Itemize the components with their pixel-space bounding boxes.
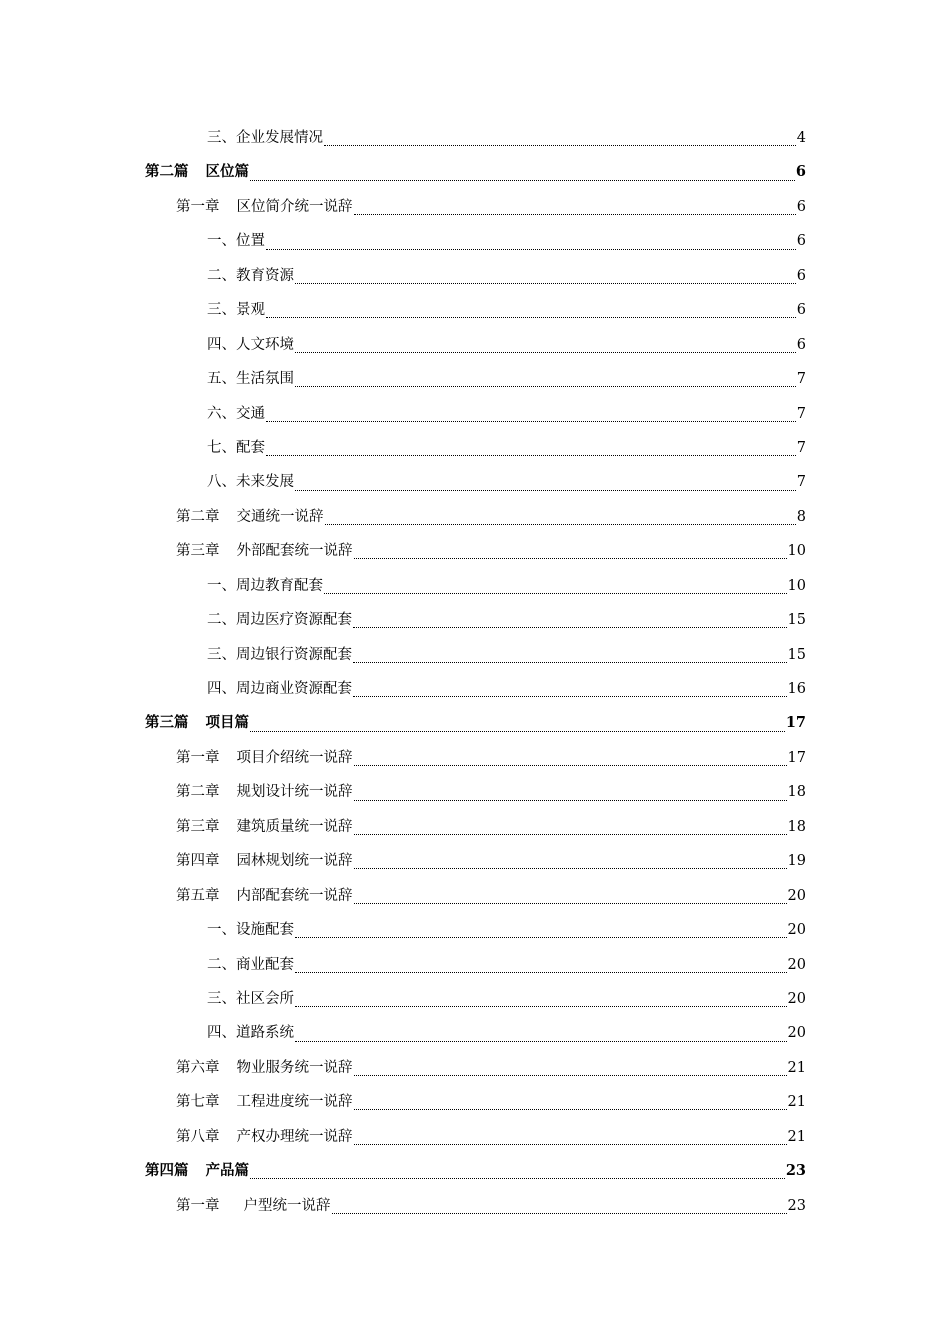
toc-entry-number: 八、 xyxy=(207,474,236,491)
toc-entry-number: 第四章 xyxy=(176,853,220,870)
toc-entry-number: 一、 xyxy=(207,233,236,250)
toc-entry-number: 第一章 xyxy=(176,1197,220,1214)
toc-entry-number: 第二篇 xyxy=(145,163,189,181)
toc-dot-leader xyxy=(295,385,796,387)
toc-dot-leader xyxy=(324,592,787,594)
toc-entry-title: 物业服务统一说辞 xyxy=(236,1059,353,1076)
toc-entry-number: 三、 xyxy=(207,130,236,146)
toc-entry-chapter[interactable] xyxy=(0,190,950,224)
toc-entry-title: 项目介绍统一说辞 xyxy=(236,749,353,766)
toc-entry-number: 第七章 xyxy=(176,1094,220,1111)
toc-entry-number: 第二章 xyxy=(176,784,220,801)
toc-entry-chapter[interactable] xyxy=(0,844,950,878)
toc-entry-title: 外部配套统一说辞 xyxy=(236,543,353,560)
toc-dot-leader xyxy=(266,248,796,250)
toc-entry-page-number: 17 xyxy=(785,714,806,732)
toc-entry-section[interactable] xyxy=(0,224,950,258)
toc-entry-page-number: 6 xyxy=(796,336,806,353)
toc-entry-chapter[interactable] xyxy=(0,810,950,844)
toc-dot-leader xyxy=(250,179,795,181)
toc-entry-chapter[interactable] xyxy=(0,500,950,534)
toc-entry-page-number: 4 xyxy=(796,130,806,146)
toc-entry-section[interactable] xyxy=(0,982,950,1016)
toc-entry-part[interactable] xyxy=(0,155,950,189)
toc-dot-leader xyxy=(324,144,796,146)
toc-entry-title: 区位篇 xyxy=(205,163,249,181)
toc-dot-leader xyxy=(354,557,787,559)
toc-entry-section[interactable] xyxy=(0,1016,950,1050)
toc-entry-chapter[interactable] xyxy=(0,1189,950,1223)
toc-dot-leader xyxy=(354,1108,787,1110)
toc-entry-section[interactable] xyxy=(0,431,950,465)
toc-entry-page-number: 23 xyxy=(785,1162,806,1180)
toc-entry-title: 设施配套 xyxy=(236,922,294,939)
toc-entry-title: 社区会所 xyxy=(236,990,294,1007)
toc-entry-page-number: 7 xyxy=(796,371,806,388)
toc-entry-title: 户型统一说辞 xyxy=(243,1197,331,1214)
toc-entry-number: 三、 xyxy=(207,302,236,319)
toc-entry-title: 产权办理统一说辞 xyxy=(236,1128,353,1145)
toc-entry-section[interactable] xyxy=(0,913,950,947)
toc-entry-title: 园林规划统一说辞 xyxy=(236,853,353,870)
toc-dot-leader xyxy=(354,799,787,801)
toc-entry-page-number: 21 xyxy=(787,1094,806,1111)
toc-entry-chapter[interactable] xyxy=(0,879,950,913)
toc-dot-leader xyxy=(295,351,796,353)
toc-entry-section[interactable] xyxy=(0,397,950,431)
toc-entry-number: 第六章 xyxy=(176,1059,220,1076)
toc-entry-part[interactable] xyxy=(0,706,950,740)
toc-dot-leader xyxy=(325,523,796,525)
toc-entry-number: 二、 xyxy=(207,612,236,629)
table-of-contents xyxy=(0,121,950,1223)
toc-entry-title: 项目篇 xyxy=(205,714,249,732)
toc-entry-number: 第一章 xyxy=(176,198,220,215)
toc-entry-title: 位置 xyxy=(236,233,265,250)
toc-entry-title: 规划设计统一说辞 xyxy=(236,784,353,801)
toc-entry-page-number: 6 xyxy=(796,302,806,319)
toc-entry-page-number: 16 xyxy=(787,681,806,697)
toc-entry-page-number: 15 xyxy=(787,612,806,629)
toc-dot-leader xyxy=(354,764,787,766)
toc-dot-leader xyxy=(250,730,785,732)
toc-dot-leader xyxy=(353,661,787,663)
toc-dot-leader xyxy=(332,1212,787,1214)
toc-entry-title: 未来发展 xyxy=(236,474,294,491)
toc-entry-title: 交通统一说辞 xyxy=(236,508,324,525)
toc-entry-number: 四、 xyxy=(207,1025,236,1042)
toc-entry-page-number: 19 xyxy=(787,853,806,870)
toc-entry-page-number: 7 xyxy=(796,405,806,422)
toc-entry-page-number: 10 xyxy=(787,577,806,594)
toc-entry-number: 第三篇 xyxy=(145,714,189,732)
toc-entry-title: 企业发展情况 xyxy=(236,130,323,146)
toc-entry-section[interactable] xyxy=(0,638,950,672)
toc-entry-page-number: 6 xyxy=(795,163,806,181)
toc-entry-page-number: 6 xyxy=(796,198,806,215)
toc-entry-title: 道路系统 xyxy=(236,1025,294,1042)
toc-entry-number: 第一章 xyxy=(176,749,220,766)
toc-dot-leader xyxy=(353,626,787,628)
toc-entry-page-number: 20 xyxy=(787,887,806,904)
toc-entry-section[interactable] xyxy=(0,362,950,396)
toc-entry-section[interactable] xyxy=(0,121,950,155)
toc-entry-number: 第三章 xyxy=(176,543,220,560)
toc-entry-number: 一、 xyxy=(207,577,236,594)
toc-entry-number: 四、 xyxy=(207,336,236,353)
toc-entry-number: 二、 xyxy=(207,956,236,973)
toc-entry-page-number: 20 xyxy=(787,922,806,939)
toc-entry-title: 配套 xyxy=(236,439,265,456)
toc-entry-number: 第二章 xyxy=(176,508,220,525)
toc-entry-section[interactable] xyxy=(0,328,950,362)
toc-entry-page-number: 18 xyxy=(787,818,806,835)
toc-dot-leader xyxy=(353,695,787,697)
toc-dot-leader xyxy=(295,1040,787,1042)
toc-dot-leader xyxy=(295,282,796,284)
toc-dot-leader xyxy=(295,1005,787,1007)
toc-entry-page-number: 17 xyxy=(787,749,806,766)
toc-entry-number: 四、 xyxy=(207,681,236,697)
toc-entry-number: 第八章 xyxy=(176,1128,220,1145)
toc-entry-number: 五、 xyxy=(207,371,236,388)
toc-entry-title: 商业配套 xyxy=(236,956,294,973)
toc-entry-section[interactable] xyxy=(0,293,950,327)
toc-dot-leader xyxy=(295,489,796,491)
toc-entry-number: 二、 xyxy=(207,267,236,284)
toc-dot-leader xyxy=(354,833,787,835)
toc-dot-leader xyxy=(250,1177,785,1179)
toc-entry-title: 产品篇 xyxy=(205,1162,249,1180)
toc-entry-part[interactable] xyxy=(0,1154,950,1188)
toc-entry-page-number: 6 xyxy=(796,233,806,250)
toc-entry-title: 内部配套统一说辞 xyxy=(236,887,353,904)
toc-entry-number: 六、 xyxy=(207,405,236,422)
toc-entry-number: 七、 xyxy=(207,439,236,456)
toc-entry-title: 交通 xyxy=(236,405,265,422)
toc-entry-page-number: 21 xyxy=(787,1128,806,1145)
toc-entry-number: 一、 xyxy=(207,922,236,939)
toc-entry-chapter[interactable] xyxy=(0,775,950,809)
toc-entry-title: 教育资源 xyxy=(236,267,294,284)
toc-entry-page-number: 7 xyxy=(796,474,806,491)
toc-entry-page-number: 20 xyxy=(787,1025,806,1042)
toc-entry-page-number: 7 xyxy=(796,439,806,456)
toc-dot-leader xyxy=(354,902,787,904)
toc-entry-chapter[interactable] xyxy=(0,1085,950,1119)
toc-dot-leader xyxy=(354,213,796,215)
toc-entry-section[interactable] xyxy=(0,672,950,706)
toc-dot-leader xyxy=(354,867,787,869)
toc-entry-title: 人文环境 xyxy=(236,336,294,353)
toc-entry-page-number: 6 xyxy=(796,267,806,284)
toc-entry-number: 第四篇 xyxy=(145,1162,189,1180)
toc-entry-section[interactable] xyxy=(0,569,950,603)
toc-entry-number: 三、 xyxy=(207,646,236,663)
toc-dot-leader xyxy=(266,420,796,422)
toc-dot-leader xyxy=(354,1143,787,1145)
toc-entry-title: 建筑质量统一说辞 xyxy=(236,818,353,835)
toc-entry-page-number: 8 xyxy=(796,508,806,525)
toc-entry-page-number: 20 xyxy=(787,956,806,973)
toc-entry-chapter[interactable] xyxy=(0,1051,950,1085)
toc-dot-leader xyxy=(266,454,796,456)
toc-entry-title: 生活氛围 xyxy=(236,371,294,388)
toc-entry-number: 第五章 xyxy=(176,887,220,904)
toc-dot-leader xyxy=(266,316,796,318)
toc-entry-title: 周边教育配套 xyxy=(236,577,323,594)
toc-dot-leader xyxy=(354,1074,787,1076)
toc-entry-title: 周边银行资源配套 xyxy=(236,646,352,663)
toc-entry-number: 三、 xyxy=(207,990,236,1007)
toc-entry-title: 周边医疗资源配套 xyxy=(236,612,352,629)
toc-entry-title: 工程进度统一说辞 xyxy=(236,1094,353,1111)
toc-entry-number: 第三章 xyxy=(176,818,220,835)
toc-entry-chapter[interactable] xyxy=(0,534,950,568)
toc-entry-chapter[interactable] xyxy=(0,741,950,775)
toc-dot-leader xyxy=(295,936,787,938)
toc-dot-leader xyxy=(295,971,787,973)
toc-entry-page-number: 21 xyxy=(787,1059,806,1076)
toc-entry-page-number: 18 xyxy=(787,784,806,801)
toc-entry-section[interactable] xyxy=(0,259,950,293)
toc-entry-page-number: 15 xyxy=(787,646,806,663)
toc-entry-title: 区位简介统一说辞 xyxy=(236,198,353,215)
toc-entry-section[interactable] xyxy=(0,948,950,982)
toc-entry-page-number: 10 xyxy=(787,543,806,560)
toc-entry-page-number: 23 xyxy=(787,1197,806,1214)
toc-entry-chapter[interactable] xyxy=(0,1120,950,1154)
toc-entry-title: 周边商业资源配套 xyxy=(236,681,352,697)
toc-entry-section[interactable] xyxy=(0,465,950,499)
toc-entry-page-number: 20 xyxy=(787,990,806,1007)
toc-entry-title: 景观 xyxy=(236,302,265,319)
toc-entry-section[interactable] xyxy=(0,603,950,637)
